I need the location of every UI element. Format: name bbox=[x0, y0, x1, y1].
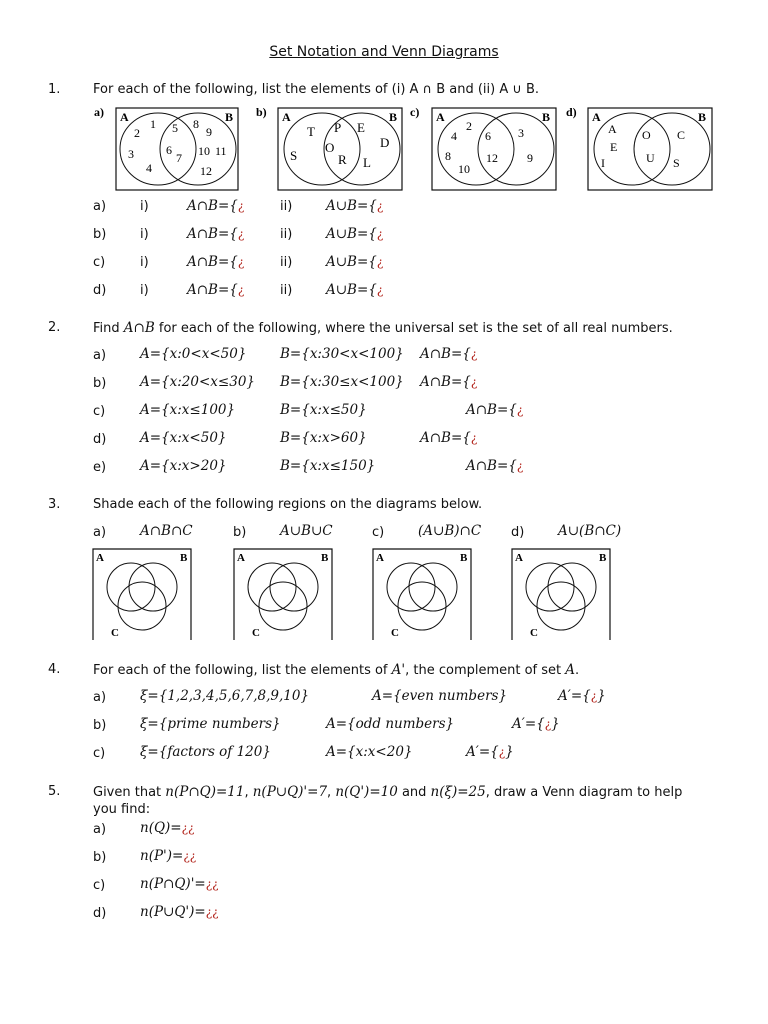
q3-part-expr: A∪B∪C bbox=[280, 523, 333, 539]
svg-text:P: P bbox=[334, 120, 342, 135]
q2-text: Find A∩B for each of the following, where the universal set is the set of all real numbers. bbox=[93, 320, 673, 336]
set-label-a: A bbox=[282, 110, 291, 124]
svg-text:D: D bbox=[380, 135, 390, 150]
svg-text:6: 6 bbox=[485, 129, 491, 143]
svg-text:4: 4 bbox=[451, 129, 457, 143]
venn-tag: a) bbox=[94, 105, 104, 119]
q2-number: 2. bbox=[48, 320, 61, 335]
q1-venn-c bbox=[410, 104, 560, 194]
svg-text:C: C bbox=[252, 627, 260, 639]
svg-text:B: B bbox=[321, 552, 329, 564]
set-label-a: A bbox=[120, 110, 129, 124]
svg-text:L: L bbox=[363, 155, 371, 170]
q1-text: For each of the following, list the elements of (i) A ∩ B and (ii) A ∪ B. bbox=[93, 82, 540, 97]
svg-text:3: 3 bbox=[128, 147, 134, 161]
q1-venn-d bbox=[566, 104, 716, 194]
q3-part-expr: A∩B∩C bbox=[140, 523, 193, 539]
venn-tag: b) bbox=[256, 105, 267, 119]
svg-text:S: S bbox=[290, 148, 298, 163]
svg-text:6: 6 bbox=[166, 143, 172, 157]
svg-text:2: 2 bbox=[466, 119, 472, 133]
q3-part-expr: (A∪B)∩C bbox=[418, 523, 482, 539]
svg-text:I: I bbox=[601, 156, 605, 170]
svg-text:8: 8 bbox=[193, 117, 199, 131]
set-label-a: A bbox=[436, 110, 445, 124]
svg-text:C: C bbox=[111, 627, 119, 639]
svg-text:4: 4 bbox=[146, 161, 152, 175]
svg-text:12: 12 bbox=[486, 151, 498, 165]
svg-text:U: U bbox=[646, 151, 655, 165]
set-label-a: A bbox=[592, 110, 601, 124]
svg-text:S: S bbox=[673, 156, 680, 170]
svg-text:A: A bbox=[515, 552, 523, 564]
svg-text:5: 5 bbox=[172, 121, 178, 135]
svg-text:A: A bbox=[608, 122, 617, 136]
svg-text:11: 11 bbox=[215, 144, 227, 158]
svg-text:O: O bbox=[642, 128, 651, 142]
svg-text:B: B bbox=[460, 552, 468, 564]
q3-part-label: b) bbox=[233, 525, 247, 540]
svg-text:R: R bbox=[338, 152, 347, 167]
svg-text:E: E bbox=[610, 140, 618, 154]
q3-venn-a bbox=[92, 548, 192, 640]
page-title: Set Notation and Venn Diagrams bbox=[269, 44, 499, 60]
q3-venn-d bbox=[511, 548, 611, 640]
q5-text-line2: you find: bbox=[93, 802, 151, 817]
q5-number: 5. bbox=[48, 784, 61, 799]
q3-venn-b bbox=[233, 548, 333, 640]
svg-text:A: A bbox=[96, 552, 104, 564]
q1-number: 1. bbox=[48, 82, 61, 97]
q3-part-label: c) bbox=[372, 525, 385, 540]
svg-text:1: 1 bbox=[150, 117, 156, 131]
svg-text:B: B bbox=[180, 552, 188, 564]
set-label-b: B bbox=[225, 110, 234, 124]
svg-text:7: 7 bbox=[176, 151, 182, 165]
q3-part-expr: A∪(B∩C) bbox=[558, 523, 622, 539]
q1-venn-a bbox=[94, 104, 244, 194]
set-label-b: B bbox=[389, 110, 398, 124]
svg-text:T: T bbox=[307, 124, 315, 139]
svg-text:9: 9 bbox=[206, 125, 212, 139]
svg-text:2: 2 bbox=[134, 126, 140, 140]
svg-text:E: E bbox=[357, 120, 365, 135]
svg-text:12: 12 bbox=[200, 164, 212, 178]
svg-text:3: 3 bbox=[518, 126, 524, 140]
svg-text:10: 10 bbox=[198, 144, 210, 158]
q3-number: 3. bbox=[48, 497, 61, 512]
venn-tag: d) bbox=[566, 105, 577, 119]
q3-part-label: a) bbox=[93, 525, 107, 540]
svg-text:10: 10 bbox=[458, 162, 470, 176]
q3-part-label: d) bbox=[511, 525, 525, 540]
svg-text:C: C bbox=[677, 128, 686, 142]
venn-tag: c) bbox=[410, 105, 420, 119]
svg-text:C: C bbox=[530, 627, 538, 639]
svg-text:A: A bbox=[237, 552, 245, 564]
set-label-b: B bbox=[698, 110, 707, 124]
q4-number: 4. bbox=[48, 662, 61, 677]
svg-text:C: C bbox=[391, 627, 399, 639]
q5-text: Given that n(P∩Q)=11, n(P∪Q)'=7, n(Q')=10 and n(ξ)=25, draw a Venn diagram to help bbox=[93, 784, 683, 800]
q1-venn-b bbox=[256, 104, 406, 194]
q3-text: Shade each of the following regions on the diagrams below. bbox=[93, 497, 483, 512]
svg-text:8: 8 bbox=[445, 149, 451, 163]
set-label-b: B bbox=[542, 110, 551, 124]
q4-text: For each of the following, list the elements of A', the complement of set A. bbox=[93, 662, 580, 678]
svg-text:A: A bbox=[376, 552, 384, 564]
svg-text:O: O bbox=[325, 140, 335, 155]
svg-text:9: 9 bbox=[527, 151, 533, 165]
q3-venn-c bbox=[372, 548, 472, 640]
svg-text:B: B bbox=[599, 552, 607, 564]
